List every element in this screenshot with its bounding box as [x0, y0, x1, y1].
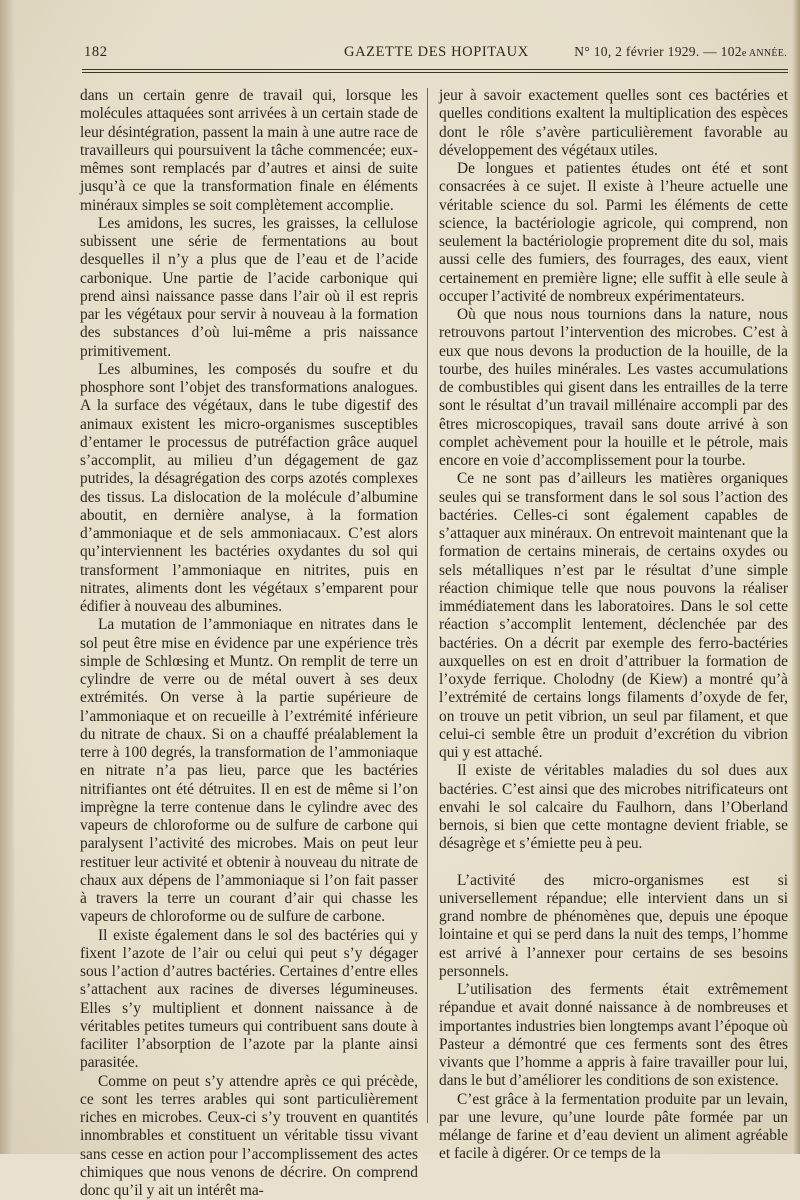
paragraph: De longues et patientes études ont été et sont consacrées à ce sujet. Il existe à l’heure actuelle une véritable science du sol. Parmi les éléments de cette science, la bactériologie agricole, qui comprend, non seulement la bactériologie proprement dite du sol, mais aussi celle des fumiers, des fourrages, des eaux, vient certainement en première ligne; elle suffit à elle seule à occuper l’activité de nombreux expérimentateurs.	[439, 160, 788, 306]
paragraph: C’est grâce à la fermentation produite par un levain, par une levure, qu’une lourde pâte formée par un mélange de farine et d’eau devient un aliment agréable et facile à digérer. Or ce temps de la	[439, 1091, 788, 1164]
paragraph: Ce ne sont pas d’ailleurs les matières organiques seules qui se transforment dans le sol sous l’action des bactéries. Celles-ci sont également capables de s’attaquer aux minéraux. On entrevoit maintenant que la formation de certains minerais, de certains oxydes ou sels métalliques n’est par le résultat d’une simple réaction chimique telle que nous pouvons la réaliser immédiatement dans les laboratoires. Dans le sol cette réaction s’accomplit lentement, déclenchée par des bactéries. On a décrit par exemple des ferro-bactéries auxquelles on est en droit d’attribuer la formation de l’oxyde ferrique. Cholodny (de Kiew) a montré qu’à l’extrémité de certains longs filaments d’oxyde de fer, on trouve un petit vibrion, un seul par filament, et que celui-ci semble être un produit d’excrétion du vibrion qui y est attaché.	[439, 470, 788, 762]
paragraph: L’activité des micro-organismes est si universellement répandue; elle intervient dans un si grand nombre de phénomènes que, depuis une époque lointaine et qui se perd dans la nuit des temps, l’homme est arrivé à l’annexer pour certains de ses besoins personnels.	[439, 872, 788, 982]
paragraph: Il existe de véritables maladies du sol dues aux bactéries. C’est ainsi que des microbes nitrificateurs ont envahi le sol calcaire du Faulhorn, dans l’Oberland bernois, si bien que cette montagne devient friable, se désagrège et s’émiette peu à peu.	[439, 762, 788, 853]
paragraph: Les albumines, les composés du soufre et du phosphore sont l’objet des transformations analogues. A la surface des végétaux, dans le tube digestif des animaux existent les micro-organismes susceptibles d’entamer le processus de putréfaction grâce auquel s’accomplit, au milieu d’un dégagement de gaz putrides, la désagrégation des corps azotés complexes des tissus. La dislocation de la molécule d’albumine aboutit, en dernière analyse, à la formation d’ammoniaque et de sels ammoniacaux. C’est alors qu’interviennent les bactéries oxydantes du sol qui transforment l’ammoniaque en nitrites, puis en nitrates, aliments dont les végétaux s’emparent pour édifier à nouveau des albumines.	[80, 361, 418, 617]
page-outer-edge	[792, 0, 800, 1154]
paragraph: dans un certain genre de travail qui, lorsque les molécules attaquées sont arrivées à un certain stade de leur désintégration, passent la main à une autre race de travailleurs qui poursuivent la tâche commencée; eux-mêmes sont remplacés par d’autres et ainsi de suite jusqu’à ce que la transformation finale en éléments minéraux simples se soit complètement accomplie.	[80, 87, 418, 215]
right-column	[439, 87, 788, 1164]
page-number: 182	[84, 44, 108, 61]
issue-info	[574, 44, 787, 60]
column-divider	[427, 88, 428, 1123]
paragraph: Comme on peut s’y attendre après ce qui précède, ce sont les terres arables qui sont particulièrement riches en microbes. Ceux-ci s’y trouvent en quantités innombrables et constituent un véritable tissu vivant sans cesse en action pour l’accomplissement des actes chimiques que nous venons de décrire. On comprend donc qu’il y ait un intérêt ma-	[80, 1073, 418, 1200]
issue-year-suffix: e ANNÉE.	[742, 48, 787, 59]
paragraph: Il existe également dans le sol des bactéries qui y fixent l’azote de l’air ou celui qui peut s’y dégager sous l’action d’autres bactéries. Certaines d’entre elles s’attachent aux racines de diverses légumineuses. Elles s’y multiplient et donnent naissance à de véritables petites tumeurs qui contribuent sans doute à faciliter l’absorption de l’azote par la plante ainsi parasitée.	[80, 927, 418, 1073]
page-binding-edge	[0, 0, 14, 1154]
paragraph: L’utilisation des ferments était extrêmement répandue et avait donné naissance à de nombreuses et importantes industries bien longtemps avant l’époque où Pasteur a démontré que ces ferments sont des êtres vivants que l’homme a appris à faire travailler pour lui, dans le but d’améliorer les conditions de son existence.	[439, 981, 788, 1091]
running-header	[84, 44, 787, 66]
header-rule-bottom	[82, 72, 788, 73]
issue-info-text: N° 10, 2 février 1929. — 102	[574, 44, 742, 59]
paragraph: La mutation de l’ammoniaque en nitrates dans le sol peut être mise en évidence par une expérience très simple de Schlœsing et Muntz. On remplit de terre un cylindre de verre ou de métal ouvert à ses deux extrémités. On verse à la partie supérieure de l’ammoniaque et on recueille à l’extrémité inférieure du nitrate de chaux. Si on a chauffé préalablement la terre à 100 degrés, la transformation de l’ammoniaque en nitrate n’a pas lieu, parce que les bactéries nitrifiantes ont été détruites. Il en est de même si l’on imprègne la terre contenue dans le cylindre avec des vapeurs de chloroforme ou de sulfure de carbone qui paralysent l’activité des microbes. Mais on peut leur restituer leur activité et obtenir à nouveau du nitrate de chaux aux dépens de l’ammoniaque si l’on fait passer à travers la terre un courant d’air qui chasse les vapeurs de chloroforme ou de sulfure de carbone.	[80, 616, 418, 926]
header-rule-top	[82, 69, 788, 70]
journal-title: GAZETTE DES HOPITAUX	[344, 44, 529, 61]
paragraph: Où que nous nous tournions dans la nature, nous retrouvons partout l’intervention des microbes. C’est à eux que nous devons la production de la houille, de la tourbe, des huiles minérales. Les vastes accumulations de combustibles qui gisent dans les entrailles de la terre sont le résultat d’un travail millénaire accompli par des êtres microscopiques, travail sans doute arrivé à son complet achèvement pour la houille et le pétrole, mais encore en voie d’accomplissement pour la tourbe.	[439, 306, 788, 470]
paragraph: jeur à savoir exactement quelles sont ces bactéries et quelles conditions exaltent la multiplication des espèces dont le rôle s’avère particulièrement favorable au développement des végétaux utiles.	[439, 87, 788, 160]
left-column	[80, 87, 418, 1200]
paragraph: Les amidons, les sucres, les graisses, la cellulose subissent une série de fermentations au bout desquelles il n’y a plus que de l’eau et de l’acide carbonique. Une partie de l’acide carbonique qui prend ainsi naissance passe dans l’air où il est repris par les végétaux pour servir à nouveau à la formation des substances d’où lui-même a pris naissance primitivement.	[80, 215, 418, 361]
